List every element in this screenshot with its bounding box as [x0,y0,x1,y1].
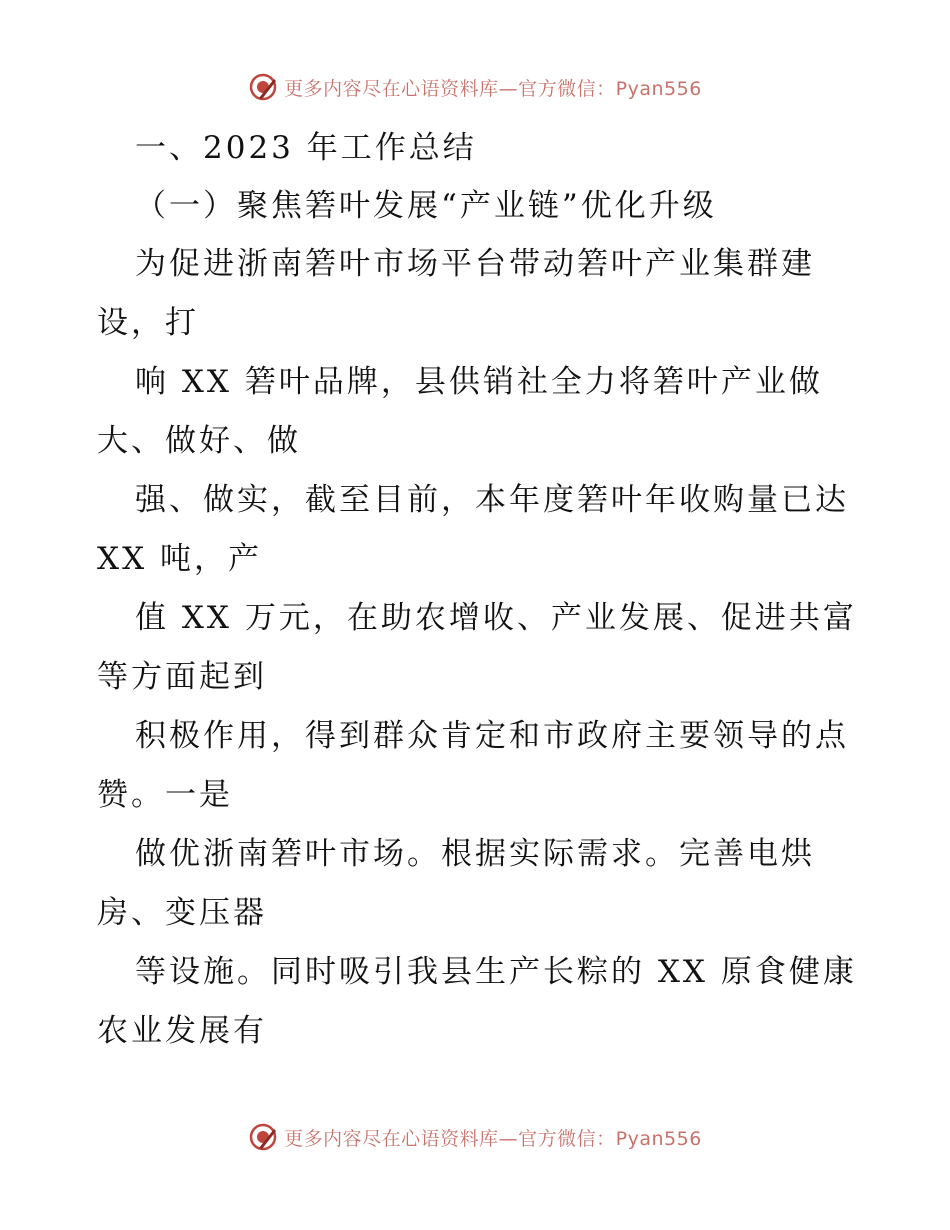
paragraph-line: 设，打 [97,305,199,341]
paragraph-line: 强、做实，截至目前，本年度箬叶年收购量已达 [135,482,849,518]
paragraph-line: XX 吨，产 [97,541,262,577]
paragraph-line: 房、变压器 [97,895,267,931]
paragraph-line: 积极作用，得到群众肯定和市政府主要领导的点 [135,718,849,754]
section-heading: 一、2023 年工作总结 [135,130,477,166]
paragraph-line: 赞。一是 [97,777,233,813]
watermark-text: 更多内容尽在心语资料库—官方微信：Pyan556 [284,77,702,100]
paragraph-line: 等方面起到 [97,659,267,695]
subsection-heading: （一）聚焦箬叶发展“产业链”优化升级 [135,188,717,224]
paragraph-line: 等设施。同时吸引我县生产长粽的 XX 原食健康 [135,954,857,990]
paragraph-line: 响 XX 箬叶品牌，县供销社全力将箬叶产业做 [135,364,823,400]
paragraph-line: 大、做好、做 [97,423,301,459]
watermark-text: 更多内容尽在心语资料库—官方微信：Pyan556 [284,1127,702,1150]
paragraph-line: 为促进浙南箬叶市场平台带动箬叶产业集群建 [135,246,815,282]
pen-logo-icon [248,1122,278,1152]
paragraph-line: 农业发展有 [97,1013,267,1049]
paragraph-line: 做优浙南箬叶市场。根据实际需求。完善电烘 [135,836,815,872]
watermark-footer [0,1122,950,1152]
paragraph-line: 值 XX 万元，在助农增收、产业发展、促进共富 [135,600,857,636]
